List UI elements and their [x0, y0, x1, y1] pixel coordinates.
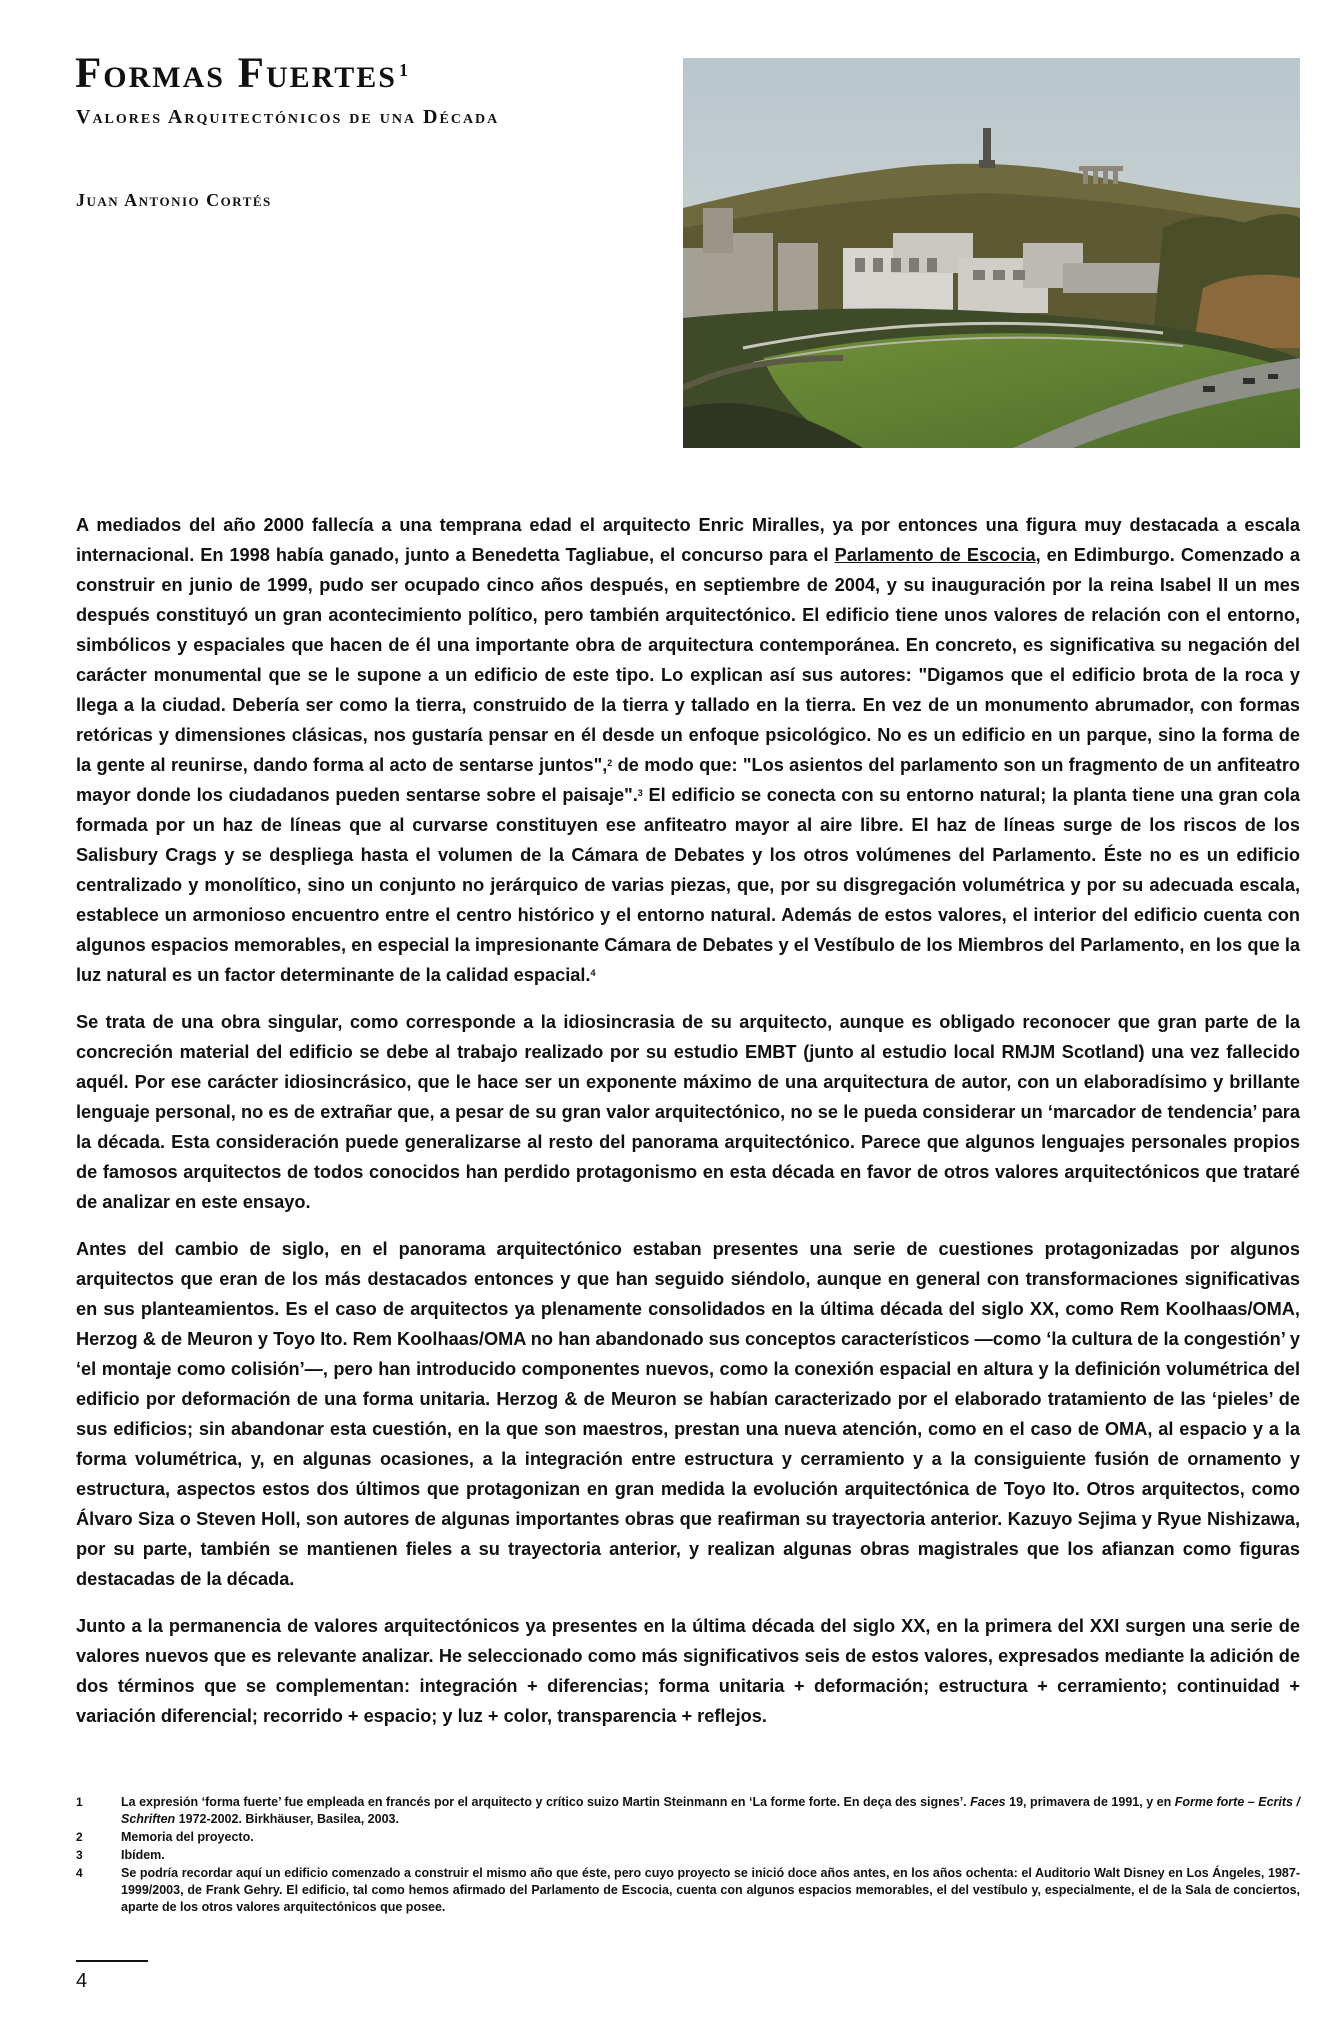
- footnote: [76, 1847, 1300, 1864]
- article-subtitle: Valores Arquitectónicos de una Década: [76, 106, 500, 128]
- footnote-number: 1: [76, 1795, 83, 1809]
- footnote-text: La expresión ‘forma fuerte’ fue empleada en francés por el arquitecto y crítico suizo Martin Steinmann en ‘La forme forte. En deça des signes’. Faces 19, primavera de 1991, y en Forme forte – Ecrits / Schriften 1972-2002. Birkhäuser, Basilea, 2003.: [121, 1795, 1300, 1826]
- footnote-text: Memoria del proyecto.: [121, 1830, 254, 1844]
- article-author: Juan Antonio Cortés: [76, 190, 272, 210]
- footnote: [76, 1865, 1300, 1916]
- parliament-photo: [683, 58, 1300, 448]
- footnotes: [76, 1794, 1300, 1917]
- footnote-text: Ibídem.: [121, 1848, 165, 1862]
- footnote-text: Se podría recordar aquí un edificio comenzado a construir el mismo año que éste, pero cuyo proyecto se inició doce años antes, en los años ochenta: el Auditorio Walt Disney en Los Ángeles, 1987-1999/2003, de Frank Gehry. El edificio, tal como hemos afirmado del Parlamento de Escocia, cuenta con algunos espacios memorables, el del vestíbulo y, especialmente, el de la Sala de conciertos, aparte de los otros valores arquitectónicos que posee.: [121, 1866, 1300, 1914]
- parliament-link[interactable]: Parlamento de Escocia: [834, 545, 1036, 565]
- footnote-number: 2: [76, 1830, 83, 1844]
- footnote-number: 4: [76, 1866, 83, 1880]
- footnote-number: 3: [76, 1848, 83, 1862]
- footnote-ref-3[interactable]: 3: [637, 788, 643, 798]
- parliament-photo-icon: [683, 58, 1300, 448]
- page-number: 4: [76, 1970, 88, 1992]
- article-title: Formas Fuertes $^1$: [75, 50, 410, 97]
- paragraph: Antes del cambio de siglo, en el panorama arquitectónico estaban presentes una serie de cuestiones protagonizadas por algunos arquitectos que eran de los más destacados entonces y que han seguido siéndolo, aunque en general con transformaciones significativas en sus planteamientos. Es el caso de arquitectos ya plenamente consolidados en la última década del siglo XX, como Rem Koolhaas/OMA, Herzog & de Meuron y Toyo Ito. Rem Koolhaas/OMA no han abandonado sus conceptos característicos —como ‘la cultura de la congestión’ y ‘el montaje como colisión’—, pero han introducido componentes nuevos, como la conexión espacial en altura y la definición volumétrica del edificio por deformación de una forma unitaria. Herzog & de Meuron se habían caracterizado por el elaborado tratamiento de las ‘pieles’ de sus edificios; sin abandonar esta cuestión, en la que son maestros, prestan una nueva atención, como en el caso de OMA, al espacio y a la forma volumétrica, y, en algunas ocasiones, a la integración entre estructura y cerramiento y a la consiguiente fusión de ornamento y estructura, aspectos estos dos últimos que protagonizan en gran medida la evolución arquitectónica de Toyo Ito. Otros arquitectos, como Álvaro Siza o Steven Holl, son autores de algunas importantes obras que reafirman su trayectoria anterior. Kazuyo Sejima y Ryue Nishizawa, por su parte, también se mantienen fieles a su trayectoria anterior, y realizan algunas obras magistrales que los afianzan como figuras destacadas de la década.: [76, 1239, 1300, 1589]
- title-footnote-ref[interactable]: 1: [398, 60, 410, 80]
- paragraph: A mediados del año 2000 fallecía a una temprana edad el arquitecto Enric Miralles, ya por entonces una figura muy destacada a escala internacional. En 1998 había ganado, junto a Benedetta Tagliabue, el concurso para el Parlamento de Escocia, en Edimburgo. Comenzado a construir en junio de 1999, pudo ser ocupado cinco años después, en septiembre de 2004, y su inauguración por la reina Isabel II un mes después constituyó un gran acontecimiento político, pero también arquitectónico. El edificio tiene unos valores de relación con el entorno, simbólicos y espaciales que hacen de él una importante obra de arquitectura contemporánea. En concreto, es significativa su negación del carácter monumental que se le supone a un edificio de este tipo. Lo explican así sus autores: "Digamos que el edificio brota de la roca y llega a la ciudad. Debería ser como la tierra, construido de la tierra y tallado en la tierra. En vez de un monumento abrumador, con formas retóricas y dimensiones clásicas, nos gustaría pensar en él desde un enfoque psicológico. No es un edificio en un parque, sino la forma de la gente al reunirse, dando forma al acto de sentarse juntos",$^2$ de modo que: "Los asientos del parlamento son un fragmento de un anfiteatro mayor donde los ciudadanos pueden sentarse sobre el paisaje".$^3$ El edificio se conecta con su entorno natural; la planta tiene una gran cola formada por un haz de líneas que al curvarse constituyen ese anfiteatro mayor al aire libre. El haz de líneas surge de los riscos de los Salisbury Crags y se despliega hasta el volumen de la Cámara de Debates y los otros volúmenes del Parlamento. Éste no es un edificio centralizado y monolítico, sino un conjunto no jerárquico de varias piezas, que, por su disgregación volumétrica y por su adecuada escala, establece un armonioso encuentro entre el centro histórico y el entorno natural. Además de estos valores, el interior del edificio cuenta con algunos espacios memorables, en especial la impresionante Cámara de Debates y el Vestíbulo de los Miembros del Parlamento, en los que la luz natural es un factor determinante de la calidad espacial.$^4$: [76, 515, 1301, 985]
- footnote: [76, 1829, 1300, 1846]
- footnote-ref-2[interactable]: 2: [607, 758, 613, 768]
- footnote-ref-4[interactable]: 4: [590, 968, 596, 978]
- page-number-rule: [76, 1960, 148, 1962]
- article-body: [76, 510, 1300, 1748]
- footnote: [76, 1794, 1300, 1828]
- paragraph: Se trata de una obra singular, como corresponde a la idiosincrasia de su arquitecto, aunque es obligado reconocer que gran parte de la concreción material del edificio se debe al trabajo realizado por su estudio EMBT (junto al estudio local RMJM Scotland) una vez fallecido aquél. Por ese carácter idiosincrásico, que le hace ser un exponente máximo de una arquitectura de autor, con un elaboradísimo y brillante lenguaje personal, no es de extrañar que, a pesar de su gran valor arquitectónico, no se le pueda considerar un ‘marcador de tendencia’ para la década. Esta consideración puede generalizarse al resto del panorama arquitectónico. Parece que algunos lenguajes personales propios de famosos arquitectos de todos conocidos han perdido protagonismo en esta década en favor de otros valores arquitectónicos que trataré de analizar en este ensayo.: [76, 1012, 1300, 1212]
- paragraph: Junto a la permanencia de valores arquitectónicos ya presentes en la última década del siglo XX, en la primera del XXI surgen una serie de valores nuevos que es relevante analizar. He seleccionado como más significativos seis de estos valores, expresados mediante la adición de dos términos que se complementan: integración + diferencias; forma unitaria + deformación; estructura + cerramiento; continuidad + variación diferencial; recorrido + espacio; y luz + color, transparencia + reflejos.: [76, 1616, 1300, 1726]
